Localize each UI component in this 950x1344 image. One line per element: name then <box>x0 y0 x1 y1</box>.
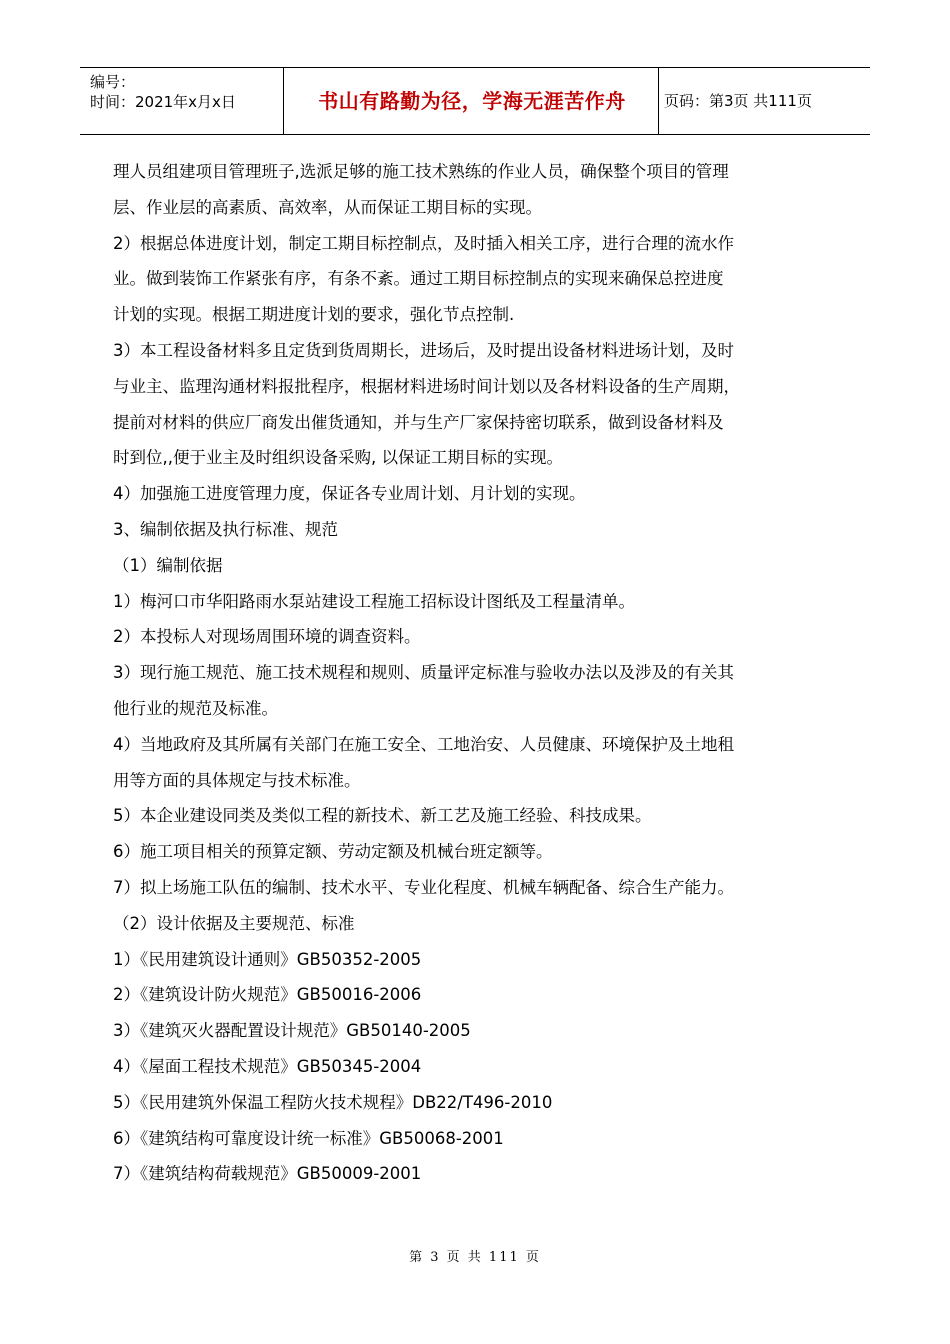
text-line: 4）当地政府及其所属有关部门在施工安全、工地治安、人员健康、环境保护及土地租 <box>113 734 734 754</box>
text-line: 2）根据总体进度计划，制定工期目标控制点，及时插入相关工序，进行合理的流水作 <box>113 233 734 253</box>
text-line: 7）拟上场施工队伍的编制、技术水平、专业化程度、机械车辆配备、综合生产能力。 <box>113 877 734 897</box>
header-motto: 书山有路勤为径，学海无涯苦作舟 <box>318 89 626 113</box>
standard-item: 5）《民用建筑外保温工程防火技术规程》DB22/T496-2010 <box>113 1092 553 1112</box>
text-line: 5）本企业建设同类及类似工程的新技术、新工艺及施工经验、科技成果。 <box>113 806 652 826</box>
text-line: 层、作业层的高素质、高效率，从而保证工期目标的实现。 <box>113 197 542 217</box>
text-line: 时到位,,便于业主及时组织设备采购, 以保证工期目标的实现。 <box>113 448 563 468</box>
standard-item: 4）《屋面工程技术规范》GB50345-2004 <box>113 1056 422 1076</box>
header-meta <box>90 72 236 112</box>
text-line: 6）施工项目相关的预算定额、劳动定额及机械台班定额等。 <box>113 842 553 862</box>
text-line: 2）本投标人对现场周围环境的调查资料。 <box>113 627 421 647</box>
document-body <box>113 154 843 1192</box>
text-line: 3）本工程设备材料多且定货到货周期长，进场后，及时提出设备材料进场计划，及时 <box>113 340 734 360</box>
header-divider-right <box>658 68 659 134</box>
standard-item: 7）《建筑结构荷载规范》GB50009-2001 <box>113 1164 422 1184</box>
date-label: 时间：2021年x月x日 <box>90 93 236 111</box>
subsection-heading: （2）设计依据及主要规范、标准 <box>113 913 355 933</box>
page-header <box>80 67 870 135</box>
standard-item: 3）《建筑灭火器配置设计规范》GB50140-2005 <box>113 1021 471 1041</box>
text-line: 计划的实现。根据工期进度计划的要求，强化节点控制. <box>113 305 515 325</box>
header-divider-left <box>283 68 284 134</box>
standard-item: 6）《建筑结构可靠度设计统一标准》GB50068-2001 <box>113 1128 504 1148</box>
section-heading: 3、编制依据及执行标准、规范 <box>113 519 338 539</box>
subsection-heading: （1）编制依据 <box>113 555 223 575</box>
standard-item: 2）《建筑设计防火规范》GB50016-2006 <box>113 985 422 1005</box>
text-line: 他行业的规范及标准。 <box>113 698 278 718</box>
text-line: 3）现行施工规范、施工技术规程和规则、质量评定标准与验收办法以及涉及的有关其 <box>113 663 734 683</box>
serial-number-label: 编号： <box>90 73 136 91</box>
text-line: 1）梅河口市华阳路雨水泵站建设工程施工招标设计图纸及工程量清单。 <box>113 591 635 611</box>
text-line: 用等方面的具体规定与技术标准。 <box>113 770 361 790</box>
text-line: 理人员组建项目管理班子,选派足够的施工技术熟练的作业人员，确保整个项目的管理 <box>113 162 729 181</box>
text-line: 4）加强施工进度管理力度，保证各专业周计划、月计划的实现。 <box>113 484 586 504</box>
standard-item: 1）《民用建筑设计通则》GB50352-2005 <box>113 949 422 969</box>
page-footer: 第 3 页 共 111 页 <box>409 1250 541 1265</box>
text-line: 与业主、监理沟通材料报批程序，根据材料进场时间计划以及各材料设备的生产周期， <box>113 376 740 396</box>
text-line: 提前对材料的供应厂商发出催货通知，并与生产厂家保持密切联系，做到设备材料及 <box>113 412 724 432</box>
text-line: 业。做到装饰工作紧张有序，有条不紊。通过工期目标控制点的实现来确保总控进度 <box>113 269 724 289</box>
header-page-info: 页码：第3页 共111页 <box>664 92 812 110</box>
